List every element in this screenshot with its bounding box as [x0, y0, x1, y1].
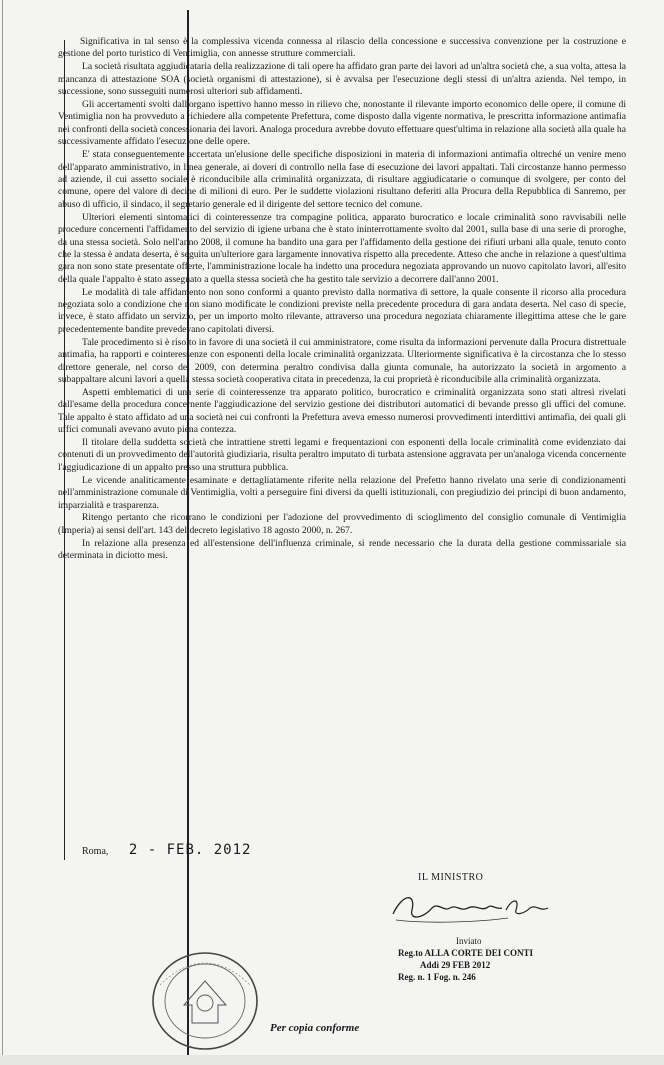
date-line	[82, 842, 251, 858]
paragraph: Le modalità di tale affidamento non sono conformi a quanto previsto dalla normativa di settore, la quale consente il ricorso alla procedura negoziata solo a condizione che non siano modificate le condizioni previste nella precedente procedura di gara andata deserta. Nel caso di specie, invece, è stato affidato un servizio, per un importo molto rilevante, attraverso una procedura negoziata chiaramente illegittima attese che le gare precedentemente bandite prevedevano capitolati diversi.	[58, 286, 626, 335]
registration-number: Reg. n. 1 Fog. n. 246	[398, 972, 476, 982]
registration-heading: Inviato	[456, 936, 482, 946]
paragraph: La società risultata aggiudicataria della realizzazione di tali opere ha affidato gran parte dei lavori ad un'altra società che, a sua volta, attesa la mancanza di attestazione SOA (società organismi di attestazione), si è avvalsa per l'esecuzione degli stessi di un'altra azienda. Nel tempo, in successione, sono susseguiti numerosi ulteriori sub affidamenti.	[58, 61, 626, 98]
ministry-seal	[148, 945, 263, 1053]
minister-signature	[388, 888, 558, 928]
paragraph: Tale procedimento si è risolto in favore di una società il cui amministratore, come risulta da informazioni pervenute dalla Procura distrettuale antimafia, ha rapporti e cointeressenze con esponenti della locale criminalità organizzata. Ulteriormente significativa è la circostanza che lo stesso direttore generale, nel corso del 2009, con determina peraltro condivisa dalla giunta comunale, ha autorizzato la società in argomento a subappaltare alcuni lavori a quella stessa società cooperativa citata in precedenza, la cui proprietà è riconducibile alla criminalità organizzata.	[58, 336, 626, 385]
decree-body	[58, 36, 626, 563]
paragraph: Il titolare della suddetta società che intrattiene stretti legami e frequentazioni con esponenti della locale criminalità come evidenziato dai contenuti di un provvedimento dell'autorità giudiziaria, risulta peraltro imputato di turbata astensione aggravata per un'analoga vicenda concernente l'aggiudicazione di un appalto presso una struttura pubblica.	[58, 437, 626, 473]
paragraph: Ulteriori elementi sintomatici di cointeressenze tra compagine politica, apparato burocratico e locale criminalità sono ravvisabili nelle procedure concernenti l'affidamento del servizio di igiene urbana che è stato ininterrottamente svolto dal 2001, sulla base di una serie di proroghe, da una stessa società. Solo nell'anno 2008, il comune ha bandito una gara per l'affidamento della gestione dei rifiuti urbani alla quale, tenuto conto che la stessa è andata deserta, è seguita un'ulteriore gara largamente innovativa rispetto alla precedente. Atteso che anche in relazione a quest'ultima gara non sono state presentate offerte, l'amministrazione locale ha indetto una procedura negoziata approvando un nuovo capitolato lavori, all'esito della quale l'appalto è stato assegnato a quella stessa società che ha gestito tale servizio a decorrere dall'anno 2001.	[58, 211, 626, 285]
paragraph: Gli accertamenti svolti dall'organo ispettivo hanno messo in rilievo che, nonostante il rilevante importo economico delle opere, il comune di Ventimiglia non ha provveduto a richiedere alla competente Prefettura, come disposto dalla vigente normativa, le prescritta informazione antimafia nei confronti della società concessionaria dei lavori. Analoga procedura avrebbe dovuto effettuare quest'ultima in relazione alla società alla quale ha successivamente affidato l'esecuzione delle opere.	[58, 99, 626, 148]
paragraph: Significativa in tal senso è la complessiva vicenda connessa al rilascio della concessione e successiva convenzione per la costruzione e gestione del porto turistico di Ventimiglia, con annesse strutture commerciali.	[58, 36, 626, 60]
paragraph: Ritengo pertanto che ricorrano le condizioni per l'adozione del provvedimento di scioglimento del consiglio comunale di Ventimiglia (Imperia) ai sensi dell'art. 143 del decreto legislativo 18 agosto 2000, n. 267.	[58, 512, 626, 536]
paragraph: In relazione alla presenza ed all'estensione dell'influenza criminale, si rende necessario che la durata della gestione commissariale sia determinata in diciotto mesi.	[58, 537, 626, 562]
paragraph: E' stata conseguentemente accertata un'elusione delle specifiche disposizioni in materia di informazioni antimafia oltreché un venire meno dell'apparato amministrativo, in linea generale, ai doveri di controllo nella fase di esecuzione dei lavori appaltati. Tali circostanze hanno permesso ad aziende, il cui assetto sociale è riconducibile alla criminalità organizzata, di risultare aggiudicatarie o comunque di svolgere, per conto del comune, opere del valore di decine di milioni di euro. Per le suddette violazioni risultano deferiti alla Procura della Repubblica di Sanremo, per abuso di ufficio, il sindaco, il segretario generale ed il dirigente del settore tecnico del comune.	[58, 149, 626, 210]
scan-bottom-edge	[0, 1055, 664, 1065]
scan-line-edge	[2, 0, 3, 1065]
registration-office: Reg.to ALLA CORTE DEI CONTI	[398, 948, 533, 958]
place: Roma,	[82, 846, 109, 857]
certified-copy-note: Per copia conforme	[270, 1022, 360, 1034]
paragraph: Aspetti emblematici di una serie di cointeressenze tra apparato politico, burocratico e criminalità organizzata sono stati altresì rivelati dall'esame della procedura concernente l'aggiudicazione del servizio gestione dei distributori automatici di bevande presso gli uffici del comune. Tale appalto è stato affidato ad una società nei cui confronti la Prefettura aveva emesso numerosi provvedimenti interdittivi antimafia, dei quali gli uffici comunali avevano avuto piena contezza.	[58, 386, 626, 436]
registration-stamp	[398, 935, 533, 983]
minister-title: IL MINISTRO	[418, 872, 484, 883]
paragraph: Le vicende analiticamente esaminate e dettagliatamente riferite nella relazione del Prefetto hanno rivelato una serie di condizionamenti nell'amministrazione comunale di Ventimiglia, volti a perseguire fini diversi da quelli istituzionali, con pregiudizio dei principi di buon andamento, imparzialità e trasparenza.	[58, 474, 626, 511]
registration-date: Addì 29 FEB 2012	[420, 960, 491, 970]
date-stamp: 2 - FEB. 2012	[128, 842, 252, 858]
